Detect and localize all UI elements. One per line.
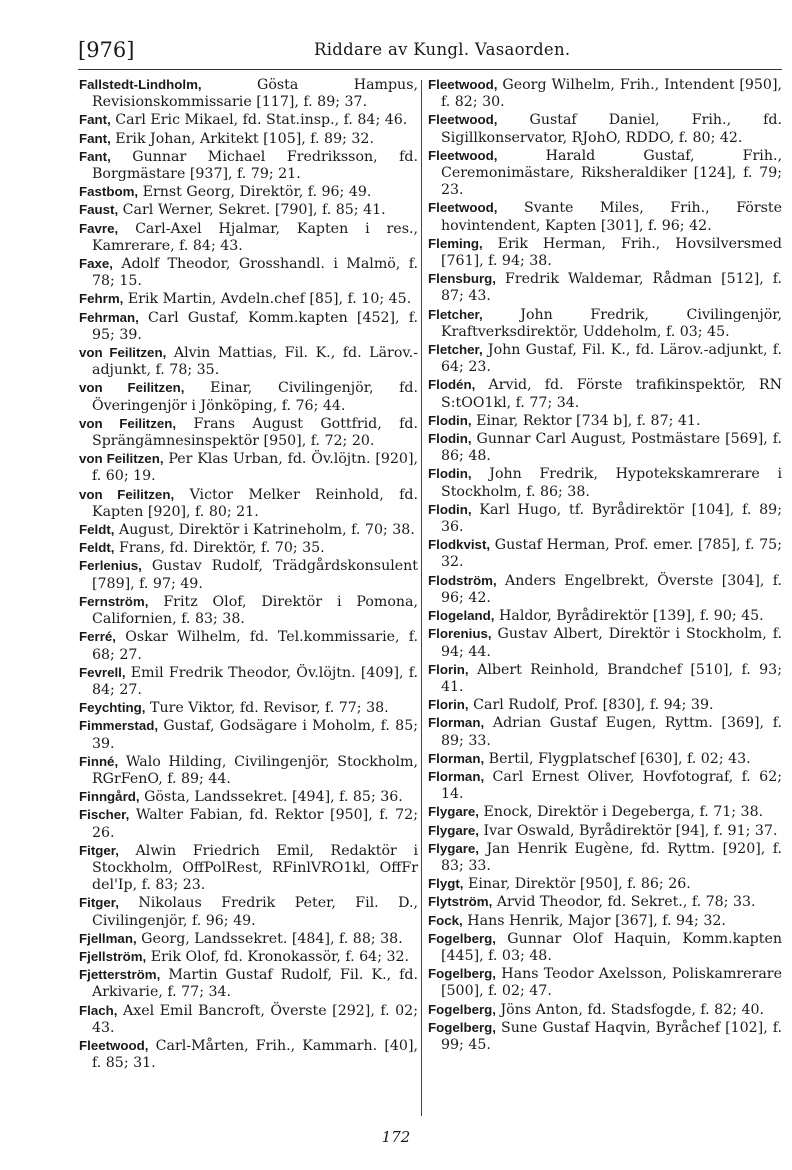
entry-text: Carl Eric Mikael, fd. Stat.insp., f. 84; 46. xyxy=(110,112,408,129)
index-entry xyxy=(428,768,782,803)
entry-name: von Feilitzen, xyxy=(79,451,164,467)
index-entry xyxy=(79,948,418,966)
entry-text: Fritz Olof, Direktör i Pomona, Californien, f. 83; 38. xyxy=(92,593,418,628)
index-entry xyxy=(428,1019,782,1054)
index-entry xyxy=(79,415,418,450)
entry-text: Harald Gustaf, Frih., Ceremonimästare, Riksheraldiker [124], f. 79; 23. xyxy=(441,147,782,199)
entry-text: Hans Henrik, Major [367], f. 94; 32. xyxy=(462,912,726,929)
entry-name: Fehrm, xyxy=(79,291,124,307)
entry-name: Fleetwood, xyxy=(428,77,498,92)
entry-text: Albert Reinhold, Brandchef [510], f. 93; 41. xyxy=(441,661,782,695)
entry-name: Flygt, xyxy=(428,876,464,892)
entry-name: Ferré, xyxy=(79,629,116,645)
entry-text: Alwin Friedrich Emil, Redaktör i Stockholm, OffPolRest, RFinlVRO1kl, OffFr del'Ip, f. 83; 23. xyxy=(92,842,418,894)
entry-name: Flach, xyxy=(79,1002,118,1018)
entry-name: Fallstedt-Lindholm, xyxy=(79,77,202,92)
index-entry xyxy=(79,450,418,485)
entry-name: Fock, xyxy=(428,912,463,928)
index-entry xyxy=(79,557,418,592)
entry-name: Fant, xyxy=(79,112,111,128)
entry-text: Gunnar Olof Haquin, Komm.kapten [445], f. 03; 48. xyxy=(441,930,782,964)
entry-text: Bertil, Flygplatschef [630], f. 02; 43. xyxy=(484,750,751,767)
index-entry xyxy=(428,430,782,465)
entry-text: Erik Herman, Frih., Hovsilversmed [761], f. 94; 38. xyxy=(441,235,782,270)
index-entry xyxy=(428,965,782,1000)
entry-name: Flygare, xyxy=(428,822,479,838)
entry-text: Einar, Direktör [950], f. 86; 26. xyxy=(463,876,691,893)
index-entry xyxy=(428,235,782,270)
entry-text: Sune Gustaf Haqvin, Byråchef [102], f. 99; 45. xyxy=(441,1019,782,1053)
entry-name: Fleetwood, xyxy=(428,200,498,216)
entry-text: Gustaf Daniel, Frih., fd. Sigillkonservator, RJohO, RDDO, f. 80; 42. xyxy=(441,112,782,146)
index-entry xyxy=(79,1037,418,1072)
entry-text: Ivar Oswald, Byrådirektör [94], f. 91; 37. xyxy=(479,822,778,839)
entry-text: Arvid Theodor, fd. Sekret., f. 78; 33. xyxy=(492,894,756,911)
entry-name: Fevrell, xyxy=(79,664,126,680)
index-entry xyxy=(79,76,418,111)
left-column xyxy=(79,76,418,1072)
index-entry xyxy=(428,76,782,111)
entry-name: Feldt, xyxy=(79,540,115,556)
entry-text: Emil Fredrik Theodor, Öv.löjtn. [409], f. 84; 27. xyxy=(92,664,418,698)
index-entry xyxy=(79,699,418,717)
entry-name: Florenius, xyxy=(428,626,492,642)
entry-text: Victor Melker Reinhold, fd. Kapten [920], f. 80; 21. xyxy=(92,486,418,520)
index-entry xyxy=(428,912,782,930)
column-divider xyxy=(421,80,422,1116)
index-entry xyxy=(428,696,782,714)
entry-text: Walo Hilding, Civilingenjör, Stockholm, RGrFenO, f. 89; 44. xyxy=(92,753,418,787)
entry-name: Flensburg, xyxy=(428,271,496,287)
index-entry xyxy=(79,539,418,557)
entry-text: Axel Emil Bancroft, Överste [292], f. 02; 43. xyxy=(92,1002,418,1036)
entry-name: Florin, xyxy=(428,661,469,677)
right-column xyxy=(428,76,782,1054)
index-entry xyxy=(428,465,782,500)
index-entry xyxy=(79,344,418,379)
index-entry xyxy=(428,893,782,911)
index-entry xyxy=(79,255,418,290)
index-entry xyxy=(428,840,782,875)
entry-text: Fredrik Waldemar, Rådman [512], f. 87; 43. xyxy=(441,271,782,305)
entry-text: Nikolaus Fredrik Peter, Fil. D., Civilingenjör, f. 96; 49. xyxy=(92,895,418,929)
entry-text: Per Klas Urban, fd. Öv.löjtn. [920], f. 60; 19. xyxy=(92,451,418,485)
entry-text: John Gustaf, Fil. K., fd. Lärov.-adjunkt, f. 64; 23. xyxy=(441,342,782,376)
entry-name: Fant, xyxy=(79,130,111,146)
entry-text: Arvid, fd. Förste trafikinspektör, RN S:tOO1kl, f. 77; 34. xyxy=(441,377,782,411)
entry-name: von Feilitzen, xyxy=(79,415,177,431)
entry-name: Fant, xyxy=(79,148,111,164)
entry-text: Gustaf, Godsägare i Moholm, f. 85; 39. xyxy=(92,718,418,752)
index-entry xyxy=(79,290,418,308)
index-entry xyxy=(79,628,418,663)
entry-text: Frans, fd. Direktör, f. 70; 35. xyxy=(114,540,325,557)
entry-text: Adolf Theodor, Grosshandl. i Malmö, f. 78; 15. xyxy=(92,256,418,290)
entry-name: Fletcher, xyxy=(428,306,483,322)
index-entry xyxy=(79,788,418,806)
index-entry xyxy=(428,930,782,965)
page-reference: [976] xyxy=(78,38,135,62)
entry-name: Flodin, xyxy=(428,501,472,517)
entry-text: Erik Olof, fd. Kronokassör, f. 64; 32. xyxy=(146,948,410,965)
entry-text: Einar, Civilingenjör, fd. Överingenjör i Jönköping, f. 76; 44. xyxy=(92,380,418,414)
index-entry xyxy=(79,806,418,841)
entry-text: Frans August Gottfrid, fd. Sprängämnesinspektör [950], f. 72; 20. xyxy=(92,415,418,450)
entry-name: Florman, xyxy=(428,715,485,731)
entry-text: August, Direktör i Katrineholm, f. 70; 38. xyxy=(114,522,415,539)
entry-text: Haldor, Byrådirektör [139], f. 90; 45. xyxy=(494,608,764,625)
entry-name: Fehrman, xyxy=(79,309,139,325)
entry-name: Flodén, xyxy=(428,377,476,393)
index-entry xyxy=(428,714,782,749)
entry-name: Fleming, xyxy=(428,235,483,251)
index-entry xyxy=(428,412,782,430)
index-entry xyxy=(79,521,418,539)
header-rule xyxy=(78,69,782,70)
entry-name: von Feilitzen, xyxy=(79,345,167,361)
entry-name: Flodin, xyxy=(428,412,472,428)
entry-name: Florman, xyxy=(428,768,485,784)
index-entry xyxy=(79,842,418,895)
index-entry xyxy=(428,822,782,840)
entry-name: Fogelberg, xyxy=(428,966,496,982)
index-entry xyxy=(79,717,418,752)
index-entry xyxy=(428,341,782,376)
index-entry xyxy=(428,501,782,536)
index-entry xyxy=(79,379,418,414)
entry-name: Feychting, xyxy=(79,700,146,716)
index-entry xyxy=(428,1001,782,1019)
index-entry xyxy=(79,894,418,929)
entry-text: Gustaf Herman, Prof. emer. [785], f. 75; 32. xyxy=(441,537,782,571)
entry-text: Jan Henrik Eugène, fd. Ryttm. [920], f. 83; 33. xyxy=(441,840,782,874)
index-entry xyxy=(79,130,418,148)
index-entry xyxy=(428,625,782,660)
entry-name: Fernström, xyxy=(79,593,149,609)
entry-name: Fjellström, xyxy=(79,948,147,964)
entry-name: Fastbom, xyxy=(79,184,139,200)
index-entry xyxy=(428,572,782,607)
index-entry xyxy=(79,930,418,948)
entry-text: Carl Rudolf, Prof. [830], f. 94; 39. xyxy=(468,697,714,714)
entry-text: Erik Martin, Avdeln.chef [85], f. 10; 45. xyxy=(123,291,412,308)
index-entry xyxy=(428,199,782,234)
entry-text: Georg Wilhelm, Frih., Intendent [950], f. 82; 30. xyxy=(441,77,782,111)
entry-text: Gösta Hampus, Revisionskommissarie [117], f. 89; 37. xyxy=(92,77,418,111)
index-entry xyxy=(428,111,782,146)
entry-text: Gösta, Landssekret. [494], f. 85; 36. xyxy=(139,789,403,806)
entry-text: Carl-Mårten, Frih., Kammarh. [40], f. 85; 31. xyxy=(92,1037,418,1072)
entry-text: Karl Hugo, tf. Byrådirektör [104], f. 89; 36. xyxy=(441,501,782,536)
index-entry xyxy=(79,753,418,788)
entry-name: Fjellman, xyxy=(79,930,137,946)
index-entry xyxy=(79,111,418,129)
index-entry xyxy=(79,148,418,183)
entry-text: Walter Fabian, fd. Rektor [950], f. 72; 26. xyxy=(92,807,418,841)
entry-name: Florin, xyxy=(428,697,469,713)
index-entry xyxy=(428,147,782,200)
entry-name: Feldt, xyxy=(79,522,115,538)
entry-name: Fjetterström, xyxy=(79,967,161,983)
entry-name: Fitger, xyxy=(79,895,119,911)
entry-name: Florman, xyxy=(428,750,485,766)
entry-text: Adrian Gustaf Eugen, Ryttm. [369], f. 89; 33. xyxy=(441,715,782,749)
entry-text: Gustav Rudolf, Trädgårdskonsulent [789], f. 97; 49. xyxy=(92,558,418,592)
entry-text: Gunnar Carl August, Postmästare [569], f. 86; 48. xyxy=(441,431,782,465)
index-entry xyxy=(79,1002,418,1037)
entry-name: Flodin, xyxy=(428,466,472,482)
page-number: 172 xyxy=(381,1128,411,1146)
entry-name: Fleetwood, xyxy=(428,147,498,163)
index-entry xyxy=(428,661,782,696)
entry-text: John Fredrik, Hypotekskamrerare i Stockholm, f. 86; 38. xyxy=(441,466,782,500)
entry-name: Finngård, xyxy=(79,789,140,805)
entry-text: Gustav Albert, Direktör i Stockholm, f. 94; 44. xyxy=(441,626,782,660)
index-entry xyxy=(428,750,782,768)
entry-name: Flygare, xyxy=(428,840,479,856)
index-entry xyxy=(428,607,782,625)
entry-name: Faust, xyxy=(79,202,119,218)
entry-name: Flogeland, xyxy=(428,608,495,624)
index-entry xyxy=(428,536,782,571)
entry-text: Alvin Mattias, Fil. K., fd. Lärov.-adjunkt, f. 78; 35. xyxy=(92,345,418,379)
index-entry xyxy=(79,309,418,344)
entry-text: Carl Gustaf, Komm.kapten [452], f. 95; 39. xyxy=(92,309,418,343)
entry-text: Anders Engelbrekt, Överste [304], f. 96; 42. xyxy=(441,572,782,606)
entry-text: Oskar Wilhelm, fd. Tel.kommissarie, f. 68; 27. xyxy=(92,629,418,663)
entry-name: Fogelberg, xyxy=(428,930,496,946)
index-entry xyxy=(79,486,418,521)
entry-name: von Feilitzen, xyxy=(79,380,185,396)
index-entry xyxy=(79,664,418,699)
index-entry xyxy=(79,201,418,219)
entry-text: Jöns Anton, fd. Stadsfogde, f. 82; 40. xyxy=(495,1001,765,1018)
index-entry xyxy=(79,183,418,201)
entry-name: Finné, xyxy=(79,753,119,769)
index-entry xyxy=(428,875,782,893)
entry-text: Hans Teodor Axelsson, Poliskamrerare [500], f. 02; 47. xyxy=(441,966,782,1000)
entry-name: Fischer, xyxy=(79,807,130,823)
entry-text: Carl Ernest Oliver, Hovfotograf, f. 62; 14. xyxy=(441,768,782,803)
entry-text: John Fredrik, Civilingenjör, Kraftverksdirektör, Uddeholm, f. 03; 45. xyxy=(441,306,782,340)
entry-text: Svante Miles, Frih., Förste hovintendent, Kapten [301], f. 96; 42. xyxy=(441,200,782,234)
entry-name: Flygare, xyxy=(428,804,479,820)
entry-name: Faxe, xyxy=(79,256,114,272)
entry-text: Carl Werner, Sekret. [790], f. 85; 41. xyxy=(118,202,386,219)
entry-name: Fitger, xyxy=(79,842,119,858)
entry-name: Fleetwood, xyxy=(428,112,498,128)
entry-text: Ernst Georg, Direktör, f. 96; 49. xyxy=(138,184,372,201)
entry-name: Fletcher, xyxy=(428,342,483,358)
index-entry xyxy=(79,593,418,628)
entry-name: Flodström, xyxy=(428,572,497,588)
entry-name: Ferlenius, xyxy=(79,558,142,574)
entry-text: Erik Johan, Arkitekt [105], f. 89; 32. xyxy=(110,130,374,147)
entry-text: Enock, Direktör i Degeberga, f. 71; 38. xyxy=(479,804,764,821)
entry-text: Ture Viktor, fd. Revisor, f. 77; 38. xyxy=(145,700,389,717)
entry-text: Martin Gustaf Rudolf, Fil. K., fd. Arkivarie, f. 77; 34. xyxy=(92,967,418,1001)
entry-name: Fogelberg, xyxy=(428,1001,496,1017)
entry-text: Gunnar Michael Fredriksson, fd. Borgmästare [937], f. 79; 21. xyxy=(92,148,418,183)
index-entry xyxy=(79,220,418,255)
entry-name: Flytström, xyxy=(428,894,493,910)
entry-name: Favre, xyxy=(79,220,119,236)
entry-text: Carl-Axel Hjalmar, Kapten i res., Kamrerare, f. 84; 43. xyxy=(92,220,418,254)
index-entry xyxy=(428,803,782,821)
entry-name: Flodkvist, xyxy=(428,537,491,553)
running-title: Riddare av Kungl. Vasaorden. xyxy=(314,40,571,59)
entry-name: von Feilitzen, xyxy=(79,486,175,502)
entry-name: Fogelberg, xyxy=(428,1019,496,1035)
index-entry xyxy=(79,966,418,1001)
entry-name: Flodin, xyxy=(428,431,472,447)
page-header xyxy=(78,38,782,68)
index-entry xyxy=(428,306,782,341)
entry-name: Fimmerstad, xyxy=(79,718,159,734)
entry-name: Fleetwood, xyxy=(79,1037,149,1053)
entry-text: Einar, Rektor [734 b], f. 87; 41. xyxy=(471,412,701,429)
index-entry xyxy=(428,270,782,305)
entry-text: Georg, Landssekret. [484], f. 88; 38. xyxy=(136,930,403,947)
index-entry xyxy=(428,376,782,411)
